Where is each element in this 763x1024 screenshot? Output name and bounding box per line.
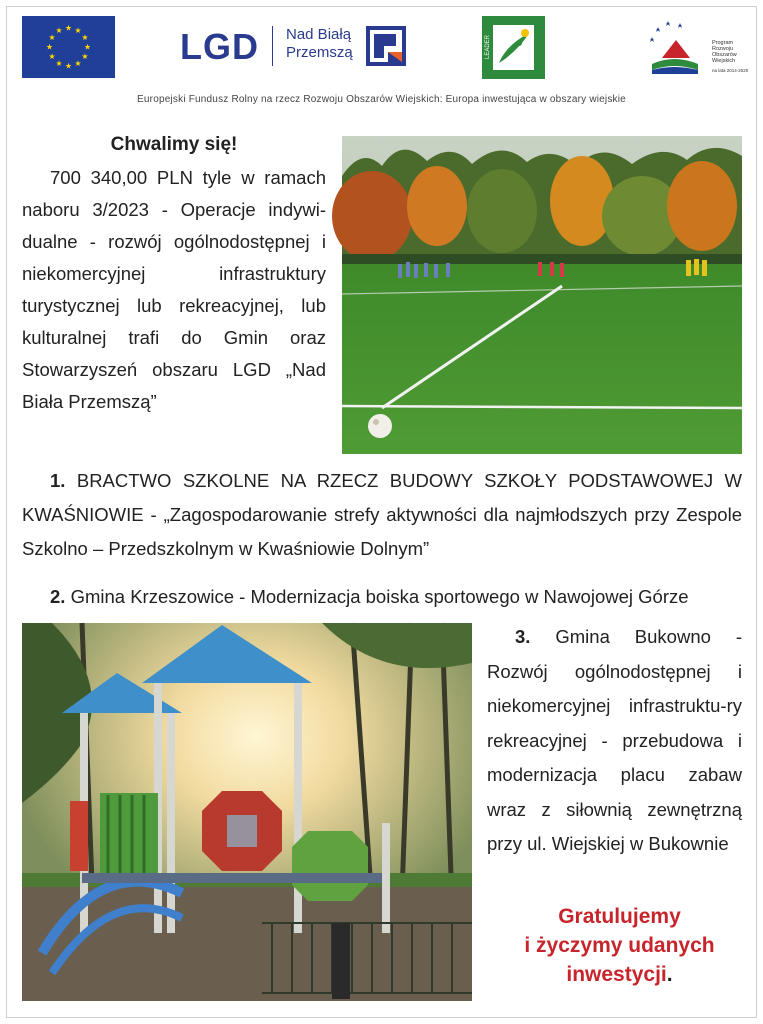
congrats-line1: Gratulujemy [558, 905, 681, 928]
item-2-number: 2. [50, 586, 66, 607]
congrats-line3: inwestycji [566, 963, 667, 986]
intro-body: 700 340,00 PLN tyle w ramach naboru 3/2023 - Operacje indywi-dualne - rozwój ogólnodostępnej i niekomercyjnej infrastruktury turystycznej lub rekreacyjnej, lub kulturalnej trafi do Gmin oraz Stowarzyszeń obszaru LGD „Nad Biała Przemszą” [22, 167, 326, 412]
program-line4: Wiejskich [712, 58, 736, 64]
program-line3: Obszarów [712, 52, 737, 58]
program-years: na lata 2014-2020 [712, 68, 749, 73]
lgd-mark-icon [366, 26, 406, 66]
list-item-3 [487, 620, 742, 862]
prow-logo-icon [646, 18, 749, 76]
congrats-dot: . [666, 963, 673, 986]
item-1-text: BRACTWO SZKOLNE NA RZECZ BUDOWY SZKOŁY PODSTAWOWEJ W KWAŚNIOWIE - „Zagospodarowanie strefy aktywności dla najmłodszych przy Zespole Szkolno – Przedszkolnym w Kwaśniowie Dolnym” [22, 470, 742, 559]
item-3-text: Gmina Bukowno - Rozwój ogólnodostępnej i niekomercyjnej infrastruktu-ry rekreacyjnej - przebudowa i modernizacja placu zabaw wraz z siłownią zewnętrzną przy ul. Wiejskiej w Bukownie [487, 626, 742, 854]
list-item-2 [22, 580, 742, 614]
congratulations-message [487, 902, 752, 989]
item-1-number: 1. [50, 470, 66, 491]
congrats-line3-wrap [487, 960, 752, 989]
intro-title: Chwalimy się! [110, 134, 238, 155]
list-item-1 [22, 464, 742, 566]
lgd-subtitle-line1: Nad Białą [286, 26, 352, 43]
football-field-photo [342, 136, 742, 454]
item-3-number: 3. [515, 626, 531, 647]
lgd-divider [272, 26, 273, 66]
eu-flag-icon [22, 16, 115, 78]
lgd-logo-icon [180, 24, 410, 68]
lgd-subtitle-line2: Przemszą [286, 44, 353, 61]
lgd-name: LGD [180, 26, 259, 67]
program-line2: Rozwoju [712, 46, 734, 52]
intro-section [22, 134, 326, 418]
item-2-text: Gmina Krzeszowice - Modernizacja boiska sportowego w Nawojowej Górze [65, 586, 689, 607]
program-line1: Program [712, 40, 734, 46]
lgd-subtitle [286, 26, 353, 62]
playground-photo [22, 623, 472, 1001]
leader-logo-icon [482, 16, 545, 79]
header-logos [0, 0, 763, 105]
leader-label: LEADER [485, 34, 491, 59]
congrats-line2: i życzymy udanych [524, 934, 715, 957]
fund-caption: Europejski Fundusz Rolny na rzecz Rozwoju Obszarów Wiejskich: Europa inwestująca w obszary wiejskie [137, 94, 626, 105]
